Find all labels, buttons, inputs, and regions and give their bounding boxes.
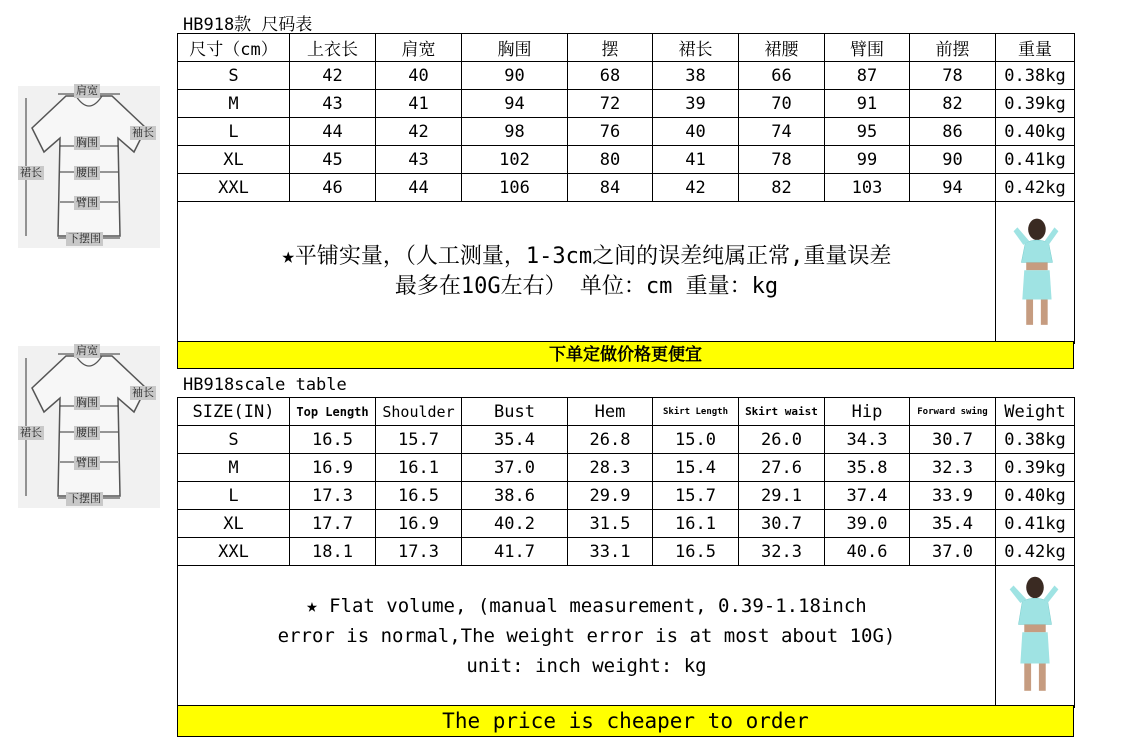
- label-bust: 胸围: [76, 136, 98, 149]
- table-cell: 0.40kg: [996, 118, 1075, 146]
- label-waist: 腰围: [76, 426, 98, 439]
- table-cell: 0.39kg: [996, 454, 1075, 482]
- table-cell: 0.42kg: [996, 538, 1075, 566]
- table-cell: 17.7: [290, 510, 376, 538]
- price-banner-cn: 下单定做价格更便宜: [177, 341, 1074, 369]
- product-photo-cell: [996, 202, 1075, 344]
- table-cell: 84: [568, 174, 653, 202]
- table-cell: 28.3: [568, 454, 653, 482]
- label-arm: 臂围: [76, 456, 98, 469]
- table-cell: 33.9: [910, 482, 996, 510]
- table-row: [178, 174, 1075, 202]
- table-cell: S: [178, 426, 290, 454]
- table-cell: 74: [739, 118, 825, 146]
- table-cell: 68: [568, 62, 653, 90]
- table-cell: 76: [568, 118, 653, 146]
- table-row: [178, 510, 1075, 538]
- header-cell: 上衣长: [290, 34, 376, 62]
- table-cell: 15.7: [376, 426, 462, 454]
- header-cell: 胸围: [462, 34, 568, 62]
- garment-diagram-cn: [18, 86, 160, 248]
- table-cell: 16.1: [653, 510, 739, 538]
- table-cell: 40.6: [825, 538, 910, 566]
- table-cell: 15.4: [653, 454, 739, 482]
- table-cell: 40: [653, 118, 739, 146]
- table-cell: 40: [376, 62, 462, 90]
- price-banner-en: The price is cheaper to order: [177, 705, 1074, 737]
- table-row: [178, 90, 1075, 118]
- table-cell: 0.40kg: [996, 482, 1075, 510]
- note-line: unit: inch weight: kg: [466, 655, 707, 678]
- table-cell: 16.1: [376, 454, 462, 482]
- table-cell: 0.38kg: [996, 62, 1075, 90]
- table-cell: 16.5: [376, 482, 462, 510]
- label-hem: 下摆围: [68, 492, 101, 505]
- table-cell: 0.41kg: [996, 510, 1075, 538]
- table-cell: 27.6: [739, 454, 825, 482]
- table-cell: 70: [739, 90, 825, 118]
- table-cell: M: [178, 454, 290, 482]
- table-cell: 86: [910, 118, 996, 146]
- table-cell: 45: [290, 146, 376, 174]
- table-cell: 94: [462, 90, 568, 118]
- table-cell: 98: [462, 118, 568, 146]
- table-cell: 78: [739, 146, 825, 174]
- model-photo: [996, 566, 1074, 707]
- table-cell: 29.1: [739, 482, 825, 510]
- header-cell: Skirt waist: [739, 398, 825, 426]
- header-cell: 重量: [996, 34, 1075, 62]
- label-sleeve: 袖长: [132, 126, 154, 139]
- table-cell: 87: [825, 62, 910, 90]
- table-row: [178, 538, 1075, 566]
- table-cell: 103: [825, 174, 910, 202]
- model-photo: [996, 202, 1074, 343]
- label-hem: 下摆围: [68, 232, 101, 245]
- table-cell: XL: [178, 146, 290, 174]
- table-cell: 37.0: [910, 538, 996, 566]
- table-cell: 16.9: [290, 454, 376, 482]
- header-cell: Forward swing: [910, 398, 996, 426]
- header-cell: 前摆: [910, 34, 996, 62]
- note-line: ★平铺实量，（人工测量，1-3cm之间的误差纯属正常,重量误差: [281, 244, 892, 270]
- table-cell: XXL: [178, 538, 290, 566]
- measurement-note-cn: [178, 202, 996, 344]
- table-cell: XXL: [178, 174, 290, 202]
- note-line: 最多在10G左右） 单位：cm 重量：kg: [394, 274, 779, 300]
- table-cell: 17.3: [290, 482, 376, 510]
- table-cell: 43: [290, 90, 376, 118]
- table-cell: 42: [290, 62, 376, 90]
- table-cell: 0.41kg: [996, 146, 1075, 174]
- table-cell: 42: [376, 118, 462, 146]
- table-cell: 44: [290, 118, 376, 146]
- table-header-row: [178, 398, 1075, 426]
- note-row: [178, 566, 1075, 708]
- table-cell: 29.9: [568, 482, 653, 510]
- table-cell: 33.1: [568, 538, 653, 566]
- table-cell: 106: [462, 174, 568, 202]
- table-cell: 82: [910, 90, 996, 118]
- header-cell: 裙腰: [739, 34, 825, 62]
- size-table-title-cn: HB918款 尺码表: [183, 15, 313, 35]
- table-cell: 34.3: [825, 426, 910, 454]
- table-cell: 41.7: [462, 538, 568, 566]
- table-cell: 15.0: [653, 426, 739, 454]
- table-cell: L: [178, 118, 290, 146]
- table-cell: 95: [825, 118, 910, 146]
- table-row: [178, 426, 1075, 454]
- table-cell: 38: [653, 62, 739, 90]
- note-line: ★ Flat volume, (manual measurement, 0.39-1.18inch: [306, 595, 867, 618]
- size-table-title-en: HB918scale table: [183, 375, 347, 395]
- table-cell: 35.8: [825, 454, 910, 482]
- header-cell: SIZE(IN): [178, 398, 290, 426]
- table-cell: 39.0: [825, 510, 910, 538]
- header-cell: 臂围: [825, 34, 910, 62]
- table-cell: 16.9: [376, 510, 462, 538]
- table-cell: 16.5: [653, 538, 739, 566]
- table-cell: 41: [653, 146, 739, 174]
- table-cell: 80: [568, 146, 653, 174]
- note-row: [178, 202, 1075, 344]
- table-header-row: [178, 34, 1075, 62]
- table-cell: 94: [910, 174, 996, 202]
- label-sleeve: 袖长: [132, 386, 154, 399]
- table-cell: 30.7: [739, 510, 825, 538]
- header-cell: Skirt Length: [653, 398, 739, 426]
- label-shoulder: 肩宽: [76, 344, 98, 357]
- header-cell: 尺寸（cm）: [178, 34, 290, 62]
- header-cell: Weight: [996, 398, 1075, 426]
- table-cell: 31.5: [568, 510, 653, 538]
- label-waist: 腰围: [76, 166, 98, 179]
- table-cell: 102: [462, 146, 568, 174]
- table-cell: 37.4: [825, 482, 910, 510]
- table-cell: 0.42kg: [996, 174, 1075, 202]
- header-cell: Hem: [568, 398, 653, 426]
- measurement-note-en: [178, 566, 996, 708]
- table-cell: 38.6: [462, 482, 568, 510]
- table-cell: 26.8: [568, 426, 653, 454]
- label-length: 裙长: [20, 166, 42, 179]
- table-cell: 91: [825, 90, 910, 118]
- table-row: [178, 62, 1075, 90]
- label-bust: 胸围: [76, 396, 98, 409]
- header-cell: 裙长: [653, 34, 739, 62]
- table-cell: 72: [568, 90, 653, 118]
- label-shoulder: 肩宽: [76, 84, 98, 97]
- table-cell: 0.38kg: [996, 426, 1075, 454]
- table-cell: 44: [376, 174, 462, 202]
- table-cell: 39: [653, 90, 739, 118]
- table-cell: XL: [178, 510, 290, 538]
- table-cell: 15.7: [653, 482, 739, 510]
- table-cell: 99: [825, 146, 910, 174]
- table-cell: 37.0: [462, 454, 568, 482]
- table-cell: 66: [739, 62, 825, 90]
- table-row: [178, 146, 1075, 174]
- table-cell: 32.3: [910, 454, 996, 482]
- table-cell: 17.3: [376, 538, 462, 566]
- table-cell: 32.3: [739, 538, 825, 566]
- header-cell: Shoulder: [376, 398, 462, 426]
- table-cell: 35.4: [910, 510, 996, 538]
- table-cell: 41: [376, 90, 462, 118]
- header-cell: 肩宽: [376, 34, 462, 62]
- table-cell: 40.2: [462, 510, 568, 538]
- table-cell: S: [178, 62, 290, 90]
- table-row: [178, 118, 1075, 146]
- table-cell: 16.5: [290, 426, 376, 454]
- table-cell: 43: [376, 146, 462, 174]
- table-cell: 0.39kg: [996, 90, 1075, 118]
- label-arm: 臂围: [76, 196, 98, 209]
- garment-diagram-en: [18, 346, 160, 508]
- table-cell: 46: [290, 174, 376, 202]
- note-line: error is normal,The weight error is at most about 10G): [277, 625, 896, 648]
- table-cell: 18.1: [290, 538, 376, 566]
- size-table-en: [177, 397, 1075, 708]
- header-cell: Top Length: [290, 398, 376, 426]
- table-row: [178, 482, 1075, 510]
- table-cell: L: [178, 482, 290, 510]
- table-cell: 82: [739, 174, 825, 202]
- header-cell: Bust: [462, 398, 568, 426]
- table-cell: 78: [910, 62, 996, 90]
- header-cell: Hip: [825, 398, 910, 426]
- table-cell: 26.0: [739, 426, 825, 454]
- table-cell: 30.7: [910, 426, 996, 454]
- table-cell: M: [178, 90, 290, 118]
- table-cell: 42: [653, 174, 739, 202]
- product-photo-cell: [996, 566, 1075, 708]
- header-cell: 摆: [568, 34, 653, 62]
- table-cell: 90: [910, 146, 996, 174]
- table-cell: 90: [462, 62, 568, 90]
- size-table-cn: [177, 33, 1075, 344]
- table-cell: 35.4: [462, 426, 568, 454]
- table-row: [178, 454, 1075, 482]
- label-length: 裙长: [20, 426, 42, 439]
